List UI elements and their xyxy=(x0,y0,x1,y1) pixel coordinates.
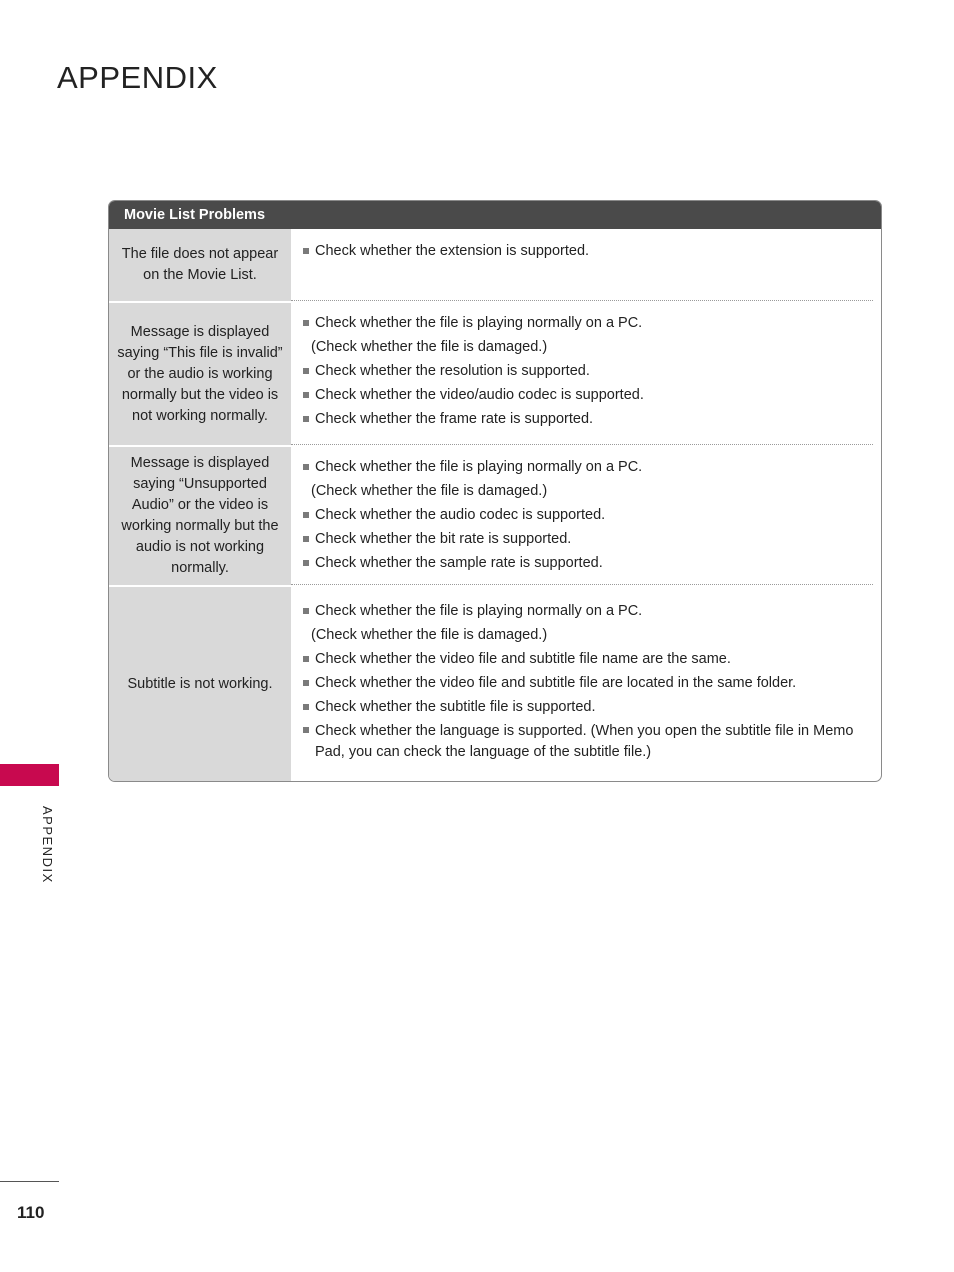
solution-item: Check whether the subtitle file is supported. xyxy=(302,695,873,719)
bullet-square-icon xyxy=(303,704,309,710)
solution-item: Check whether the extension is supported. xyxy=(302,239,873,263)
bullet-square-icon xyxy=(303,512,309,518)
solution-cell xyxy=(291,445,873,585)
bullet-square-icon xyxy=(303,727,309,733)
bullet-square-icon xyxy=(303,416,309,422)
solution-item: Check whether the language is supported. (When you open the subtitle file in Memo Pad, you can check the language of the subtitle file.) xyxy=(302,719,873,763)
bullet-square-icon xyxy=(303,320,309,326)
solution-item: Check whether the file is playing normally on a PC. xyxy=(302,599,873,623)
solution-item: Check whether the bit rate is supported. xyxy=(302,527,873,551)
page-title: APPENDIX xyxy=(57,60,218,95)
page-number-rule xyxy=(0,1181,59,1182)
solution-item: Check whether the video/audio codec is supported. xyxy=(302,383,873,407)
solution-cell xyxy=(291,585,873,781)
table-row xyxy=(109,229,881,301)
solution-note: (Check whether the file is damaged.) xyxy=(311,339,548,355)
table-header: Movie List Problems xyxy=(109,201,881,229)
problem-cell: Subtitle is not working. xyxy=(109,585,291,781)
solution-item: Check whether the file is playing normally on a PC. xyxy=(302,311,873,335)
solution-item: Check whether the audio codec is supported. xyxy=(302,503,873,527)
movie-list-problems-table xyxy=(108,200,882,782)
solution-cell xyxy=(291,229,873,301)
solution-item: Check whether the video file and subtitle file are located in the same folder. xyxy=(302,671,873,695)
bullet-square-icon xyxy=(303,464,309,470)
problem-cell: The file does not appear on the Movie List. xyxy=(109,229,291,301)
bullet-square-icon xyxy=(303,608,309,614)
bullet-square-icon xyxy=(303,248,309,254)
side-section-label: APPENDIX xyxy=(40,806,55,884)
bullet-square-icon xyxy=(303,680,309,686)
problem-cell: Message is displayed saying “Unsupported Audio” or the video is working normally but the audio is not working normally. xyxy=(109,445,291,585)
bullet-square-icon xyxy=(303,392,309,398)
solution-cell xyxy=(291,301,873,445)
solution-item: Check whether the video file and subtitle file name are the same. xyxy=(302,647,873,671)
page-number: 110 xyxy=(17,1203,45,1222)
table-row xyxy=(109,585,881,781)
solution-note: (Check whether the file is damaged.) xyxy=(311,483,548,499)
solution-item: Check whether the sample rate is supported. xyxy=(302,551,873,575)
solution-note: (Check whether the file is damaged.) xyxy=(311,627,548,643)
table-row xyxy=(109,445,881,585)
solution-item: Check whether the frame rate is supported. xyxy=(302,407,873,431)
solution-item: Check whether the file is playing normally on a PC. xyxy=(302,455,873,479)
table-row xyxy=(109,301,881,445)
bullet-square-icon xyxy=(303,560,309,566)
bullet-square-icon xyxy=(303,368,309,374)
solution-item: Check whether the resolution is supported. xyxy=(302,359,873,383)
section-tab-marker xyxy=(0,764,59,786)
bullet-square-icon xyxy=(303,536,309,542)
problem-cell: Message is displayed saying “This file is invalid” or the audio is working normally but the video is not working normally. xyxy=(109,301,291,445)
bullet-square-icon xyxy=(303,656,309,662)
